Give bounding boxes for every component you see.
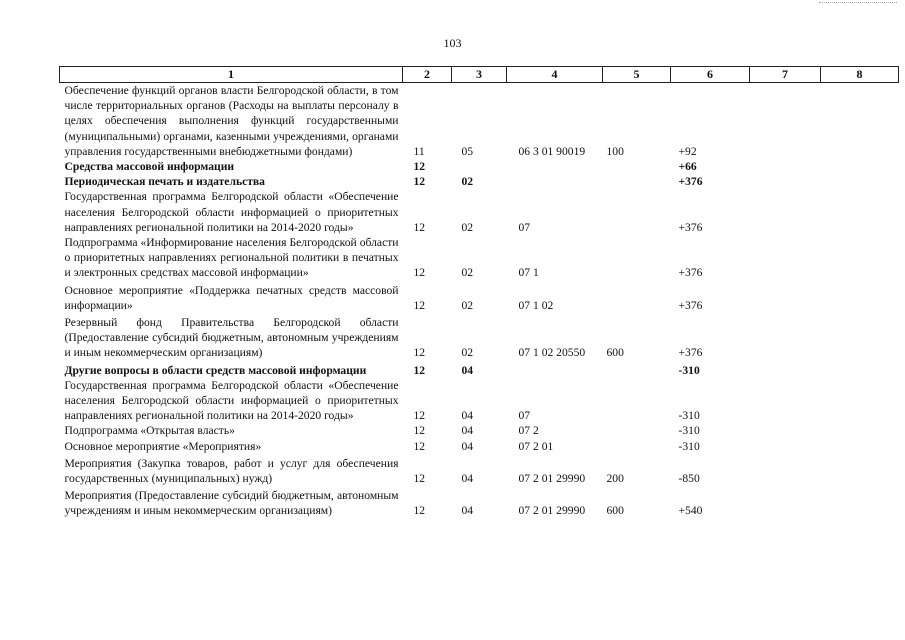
table-row xyxy=(60,378,899,424)
row-target-article: 07 2 01 29990 xyxy=(518,504,586,518)
row-col8 xyxy=(821,83,899,160)
row-target-article: 07 1 xyxy=(518,266,539,280)
row-col7 xyxy=(750,439,821,454)
row-description: Государственная программа Белгородской области «Обеспечение населения Белгородской области информацией о приоритетных направлениях региональной политики на 2014-2020 годы» xyxy=(64,378,399,423)
row-section-code: 12 xyxy=(413,504,426,518)
row-amount: -310 xyxy=(678,424,700,438)
page-number: 103 xyxy=(443,36,462,50)
column-header-4: 4 xyxy=(507,67,603,83)
row-subsection-code: 02 xyxy=(461,220,474,234)
row-target-article: 07 xyxy=(518,220,531,234)
column-header-5: 5 xyxy=(603,67,671,83)
row-amount: +540 xyxy=(678,504,703,518)
row-description: Мероприятия (Закупка товаров, работ и услуг для обеспечения государственных (муниципальных) нужд) xyxy=(64,456,399,486)
row-target-article: 07 2 01 29990 xyxy=(518,472,586,486)
row-amount: -310 xyxy=(678,363,700,377)
row-subsection-code: 04 xyxy=(461,424,474,438)
row-subsection-code: 02 xyxy=(461,346,474,360)
row-target-article xyxy=(507,361,603,378)
row-target-article: 07 1 02 20550 xyxy=(518,346,586,360)
row-subsection-code: 04 xyxy=(461,439,474,453)
row-subsection-code: 02 xyxy=(461,266,474,280)
row-amount: +376 xyxy=(678,175,703,189)
row-col7 xyxy=(750,281,821,313)
row-expense-type xyxy=(603,423,671,438)
row-amount: +376 xyxy=(678,266,703,280)
row-description: Подпрограмма «Открытая власть» xyxy=(64,424,235,438)
row-amount: +66 xyxy=(678,160,697,174)
row-col7 xyxy=(750,83,821,160)
row-expense-type xyxy=(603,378,671,424)
row-col7 xyxy=(750,486,821,518)
row-expense-type xyxy=(603,189,671,235)
row-col7 xyxy=(750,423,821,438)
row-expense-type xyxy=(603,439,671,454)
table-row xyxy=(60,439,899,454)
row-section-code: 12 xyxy=(413,160,426,174)
table-row xyxy=(60,423,899,438)
row-col7 xyxy=(750,313,821,361)
row-subsection-code: 04 xyxy=(461,472,474,486)
row-section-code: 12 xyxy=(413,266,426,280)
row-description: Средства массовой информации xyxy=(64,160,235,174)
row-expense-type: 600 xyxy=(606,504,624,518)
row-description: Обеспечение функций органов власти Белгородской области, в том числе территориальных органов (Расходы на выплаты персоналу в целях обеспечения выполнения функций государственными (муниципальными) органами, казенными учреждениями, органами управления государственными внебюджетными фондами) xyxy=(64,84,399,158)
column-header-1: 1 xyxy=(60,67,403,83)
row-target-article xyxy=(507,159,603,174)
row-section-code: 12 xyxy=(413,346,426,360)
row-target-article: 07 2 01 xyxy=(518,439,554,453)
row-description: Подпрограмма «Информирование населения Белгородской области о приоритетных направлениях региональной политики в печатных и электронных средствах массовой информации» xyxy=(64,236,399,280)
row-amount: +376 xyxy=(678,298,703,312)
row-col8 xyxy=(821,189,899,235)
row-amount: -310 xyxy=(678,409,700,423)
row-section-code: 12 xyxy=(413,175,426,189)
row-expense-type: 100 xyxy=(606,144,624,158)
row-section-code: 12 xyxy=(413,424,426,438)
row-subsection-code: 02 xyxy=(461,298,474,312)
row-col8 xyxy=(821,313,899,361)
table-row xyxy=(60,486,899,518)
row-description: Основное мероприятие «Поддержка печатных средств массовой информации» xyxy=(64,283,399,312)
row-section-code: 12 xyxy=(413,298,426,312)
row-subsection-code xyxy=(452,159,507,174)
row-amount: +92 xyxy=(678,144,697,158)
row-col7 xyxy=(750,159,821,174)
row-description: Государственная программа Белгородской области «Обеспечение населения Белгородской области информацией о приоритетных направлениях региональной политики на 2014-2020 годы» xyxy=(64,190,399,234)
row-col8 xyxy=(821,454,899,486)
table-row xyxy=(60,235,899,281)
table-row xyxy=(60,361,899,378)
row-amount: -850 xyxy=(678,472,700,486)
row-col7 xyxy=(750,174,821,189)
row-col8 xyxy=(821,281,899,313)
column-header-2: 2 xyxy=(403,67,452,83)
table-row xyxy=(60,454,899,486)
row-section-code: 11 xyxy=(413,144,425,158)
row-col8 xyxy=(821,361,899,378)
row-section-code: 12 xyxy=(413,409,426,423)
row-target-article: 07 xyxy=(518,409,531,423)
row-col8 xyxy=(821,486,899,518)
row-section-code: 12 xyxy=(413,220,426,234)
top-edge-rule xyxy=(819,2,897,3)
row-subsection-code: 04 xyxy=(461,363,474,377)
row-description: Основное мероприятие «Мероприятия» xyxy=(64,439,262,453)
row-col8 xyxy=(821,378,899,424)
row-col8 xyxy=(821,174,899,189)
row-col7 xyxy=(750,378,821,424)
row-subsection-code: 04 xyxy=(461,504,474,518)
table-row xyxy=(60,189,899,235)
row-target-article xyxy=(507,174,603,189)
table-row xyxy=(60,313,899,361)
row-amount: +376 xyxy=(678,346,703,360)
row-col8 xyxy=(821,159,899,174)
row-subsection-code: 04 xyxy=(461,409,474,423)
row-expense-type: 200 xyxy=(606,472,624,486)
row-target-article: 07 1 02 xyxy=(518,298,554,312)
row-subsection-code: 02 xyxy=(461,175,474,189)
row-description: Резервный фонд Правительства Белгородской области (Предоставление субсидий бюджетным, автономным учреждениям и иным некоммерческим организациям) xyxy=(64,316,399,360)
table-row xyxy=(60,174,899,189)
row-section-code: 12 xyxy=(413,472,426,486)
row-col8 xyxy=(821,235,899,281)
row-expense-type: 600 xyxy=(606,346,624,360)
row-col7 xyxy=(750,361,821,378)
row-col8 xyxy=(821,423,899,438)
row-expense-type xyxy=(603,361,671,378)
table-row xyxy=(60,281,899,313)
row-expense-type xyxy=(603,235,671,281)
row-expense-type xyxy=(603,281,671,313)
row-col7 xyxy=(750,189,821,235)
column-header-8: 8 xyxy=(821,67,899,83)
table-body xyxy=(60,83,899,519)
budget-table xyxy=(59,66,899,519)
row-col7 xyxy=(750,454,821,486)
row-col7 xyxy=(750,235,821,281)
row-amount: +376 xyxy=(678,220,703,234)
header-row xyxy=(60,67,899,83)
row-target-article: 06 3 01 90019 xyxy=(518,144,586,158)
row-expense-type xyxy=(603,159,671,174)
table-row xyxy=(60,83,899,160)
row-section-code: 12 xyxy=(413,363,426,377)
row-amount: -310 xyxy=(678,439,700,453)
column-header-3: 3 xyxy=(452,67,507,83)
row-col8 xyxy=(821,439,899,454)
row-target-article: 07 2 xyxy=(518,424,539,438)
row-description: Другие вопросы в области средств массовой информации xyxy=(64,363,367,377)
row-section-code: 12 xyxy=(413,439,426,453)
column-header-7: 7 xyxy=(750,67,821,83)
table-row xyxy=(60,159,899,174)
row-subsection-code: 05 xyxy=(461,144,474,158)
row-expense-type xyxy=(603,174,671,189)
column-header-6: 6 xyxy=(671,67,750,83)
row-description: Периодическая печать и издательства xyxy=(64,175,265,189)
row-description: Мероприятия (Предоставление субсидий бюджетным, автономным учреждениям и иным некоммерческим организациям) xyxy=(64,489,399,518)
